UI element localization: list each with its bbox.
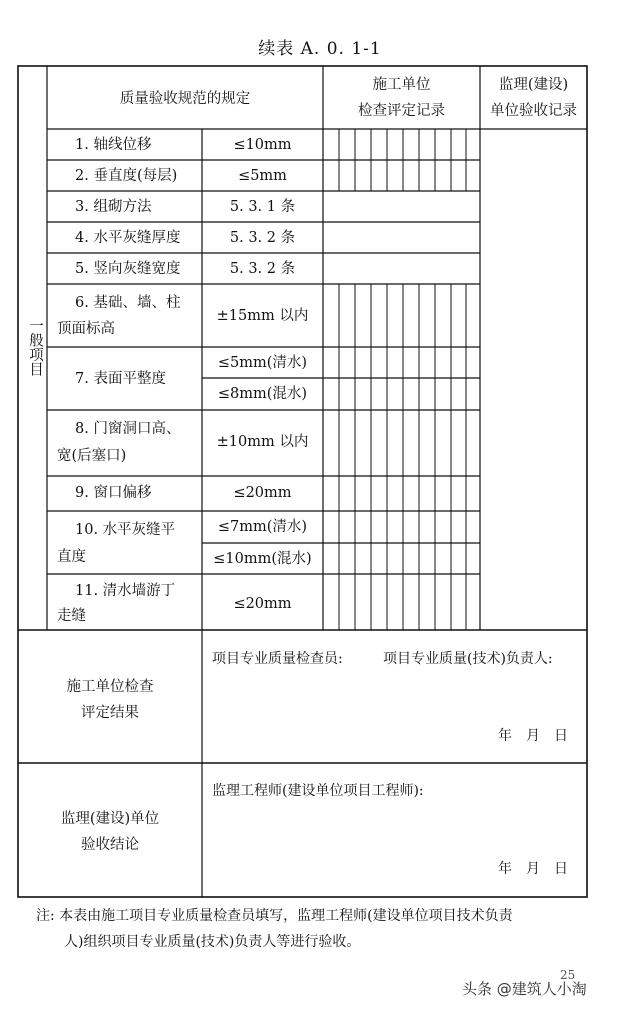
item-spec: ≤20mm — [233, 596, 292, 612]
header-construction-line2: 检查评定记录 — [358, 103, 445, 119]
item-name: 11. 清水墙游丁 — [75, 583, 176, 599]
header-supervision-line2: 单位验收记录 — [490, 103, 577, 119]
item-name: 2. 垂直度(每层) — [75, 168, 178, 184]
item-name-line2: 宽(后塞口) — [57, 448, 127, 464]
item-spec: 5. 3. 2 条 — [229, 230, 296, 246]
result-date-field[interactable]: 年 月 日 — [498, 728, 568, 744]
item-spec: ≤10mm — [233, 137, 292, 153]
footnote — [36, 903, 596, 955]
header-supervision-line1: 监理(建设) — [498, 77, 569, 93]
result-lead-field[interactable]: 项目专业质量(技术)负责人: — [383, 651, 553, 667]
item-spec: ≤7mm(清水) — [217, 519, 308, 535]
footnote-line1: 注: 本表由施工项目专业质量检查员填写，监理工程师(建设单位项目技术负责 — [36, 908, 513, 924]
item-spec: ±15mm 以内 — [216, 308, 309, 324]
acceptance-engineer-field[interactable]: 监理工程师(建设单位项目工程师): — [212, 783, 424, 799]
item-name: 9. 窗口偏移 — [75, 485, 152, 501]
item-name: 6. 基础、墙、柱 — [75, 295, 181, 311]
watermark: 头条 @建筑人小淘 — [462, 980, 587, 998]
item-name: 5. 竖向灰缝宽度 — [75, 261, 181, 277]
item-name: 3. 组砌方法 — [75, 199, 152, 215]
item-name: 8. 门窗洞口高、 — [75, 421, 181, 437]
acceptance-date-field[interactable]: 年 月 日 — [498, 861, 568, 877]
result-label-line1: 施工单位检查 — [66, 679, 154, 695]
item-name-line2: 直度 — [57, 549, 86, 565]
item-name-line2: 走缝 — [57, 608, 86, 624]
side-label: 一般项目 — [27, 318, 43, 376]
item-name: 10. 水平灰缝平 — [75, 522, 176, 538]
result-label-line2: 评定结果 — [81, 705, 139, 721]
item-name-line2: 顶面标高 — [57, 321, 115, 337]
item-name: 4. 水平灰缝厚度 — [75, 230, 181, 246]
item-spec: 5. 3. 2 条 — [229, 261, 296, 277]
header-construction-line1: 施工单位 — [372, 77, 431, 93]
result-inspector-field[interactable]: 项目专业质量检查员: — [212, 651, 343, 667]
item-name: 1. 轴线位移 — [75, 137, 152, 153]
item-name: 7. 表面平整度 — [75, 371, 166, 387]
item-spec-2: ≤10mm(混水) — [213, 551, 312, 567]
item-spec: ≤5mm — [238, 168, 287, 184]
page-number: 25 — [560, 968, 576, 982]
item-spec: 5. 3. 1 条 — [229, 199, 296, 215]
item-spec-2: ≤8mm(混水) — [217, 386, 308, 402]
table-title: 续表 A. 0. 1-1 — [258, 39, 382, 59]
item-spec: ≤20mm — [233, 485, 292, 501]
item-spec: ±10mm 以内 — [216, 434, 309, 450]
acceptance-label-line1: 监理(建设)单位 — [60, 811, 160, 827]
item-spec: ≤5mm(清水) — [217, 355, 308, 371]
footnote-line2: 人)组织项目专业质量(技术)负责人等进行验收。 — [64, 934, 361, 950]
acceptance-label-line2: 验收结论 — [81, 837, 139, 853]
header-spec: 质量验收规范的规定 — [119, 91, 251, 107]
